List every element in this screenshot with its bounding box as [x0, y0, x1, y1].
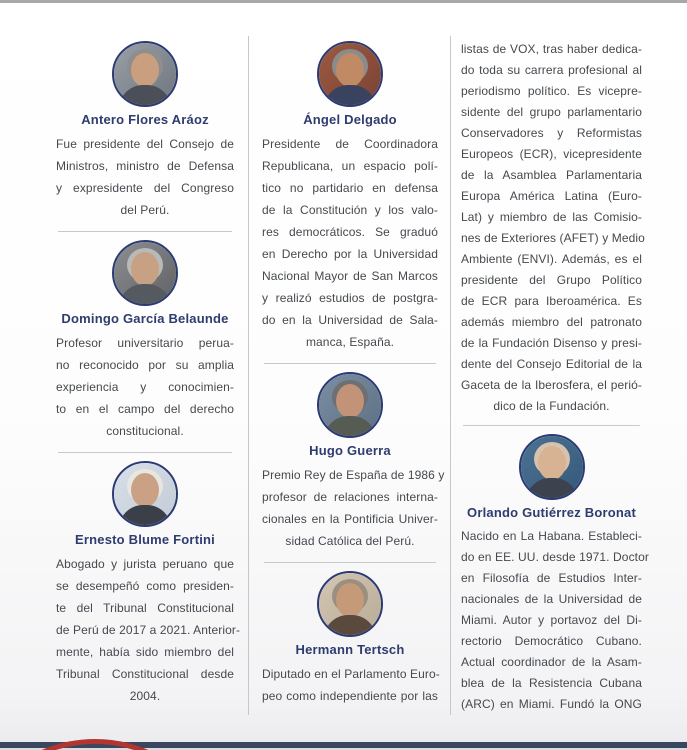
person-bio [461, 426, 649, 725]
bio-text-line: 2004. [129, 689, 161, 703]
person-name: Hermann Tertsch [295, 642, 405, 657]
bio-text-line: Premio Rey de España de 1986 y [262, 468, 445, 482]
bio-text-line: sidad Católica del Perú. [285, 534, 415, 548]
bio-text-line: Nacional Mayor de San Marcos [262, 269, 438, 283]
person-name: Ángel Delgado [303, 112, 397, 127]
column-right [450, 33, 687, 725]
bio-text-line: nacionales de la Universidad de [461, 592, 642, 606]
portrait-head [131, 473, 159, 507]
bio-text-line: Conservadores y Reformistas [461, 126, 642, 140]
portrait-wrap [262, 41, 438, 107]
person-name: Hugo Guerra [309, 443, 391, 458]
orlando-gutierrez-boronat-portrait [519, 434, 585, 500]
portrait-head [336, 384, 364, 418]
bio-text-line: dico de la Fundación. [493, 399, 610, 413]
bio-grid [0, 33, 687, 725]
bio-text-line: de la Constitución y los valo- [262, 203, 438, 217]
portrait-wrap [461, 434, 642, 500]
hermann-tertsch-portrait [317, 571, 383, 637]
angel-delgado-portrait [317, 41, 383, 107]
person-bio [56, 453, 241, 717]
bio-text-line: mente, había sido miembro del [56, 645, 234, 659]
bio-text-line: Profesor universitario perua- [56, 336, 234, 350]
portrait-wrap [56, 461, 234, 527]
portrait-wrap [262, 372, 438, 438]
bio-text-line: experiencia y conocimien- [56, 380, 234, 394]
portrait-head [538, 446, 566, 480]
bio-text-line: y realizó estudios de postgra- [262, 291, 438, 305]
bio-text-line: de ECR para Iberoamérica. Es [461, 294, 642, 308]
bio-text-line: Actual coordinador de la Asam- [461, 655, 642, 669]
person-bio [262, 33, 438, 363]
bio-text-line: de Perú de 2017 a 2021. Anterior- [56, 623, 241, 637]
bio-text-line: periodismo político. Es vicepre- [461, 84, 642, 98]
bio-text-line: además miembro del patronato [461, 315, 642, 329]
bio-text-line: en Derecho por la Universidad [262, 247, 438, 261]
bio-text-line: do en EE. UU. desde 1971. Doctor [461, 550, 649, 564]
hugo-guerra-portrait [317, 372, 383, 438]
bio-text-line: y expresidente del Congreso [56, 181, 234, 195]
person-name: Ernesto Blume Fortini [75, 532, 215, 547]
bio-text-line: peo como independiente por las [262, 689, 438, 703]
bio-text-line: profesor de relaciones interna- [262, 490, 438, 504]
bio-text-line: Lat) y miembro de las Comisio- [461, 210, 642, 224]
bio-text-line: de la Asamblea Parlamentaria [461, 168, 642, 182]
bio-text-line: se desempeñó como presiden- [56, 579, 234, 593]
bio-text-line: do en la Universidad de Sala- [262, 313, 438, 327]
bio-text-line: Gaceta de la Iberosfera, el perió- [461, 378, 642, 392]
bio-text-line: Nacido en La Habana. Estableci- [461, 529, 642, 543]
person-bio [56, 33, 234, 231]
bio-text-line: manca, España. [305, 335, 395, 349]
portrait-head [131, 53, 159, 87]
column-divider-rule [248, 36, 249, 715]
bio-text-line: Tribunal Constitucional desde [56, 667, 234, 681]
bio-text-line: listas de VOX, tras haber dedica- [461, 42, 642, 56]
portrait-wrap [56, 41, 234, 107]
portrait-wrap [262, 571, 438, 637]
bio-text-line: Republicana, un espacio polí- [262, 159, 438, 173]
person-bio [262, 364, 445, 562]
bio-text-line: dente del Consejo Editorial de la [461, 357, 642, 371]
bio-text-line: Ministros, ministro de Defensa [56, 159, 234, 173]
bio-text-line: constitucional. [106, 424, 184, 438]
bio-text-line: res democráticos. Se graduó [262, 225, 438, 239]
bio-text-line: to en el campo del derecho [56, 402, 234, 416]
bio-text-line: del Perú. [120, 203, 170, 217]
column-middle [248, 33, 450, 725]
column-divider-rule [450, 36, 451, 715]
bio-text-line: te del Tribunal Constitucional [56, 601, 234, 615]
antero-flores-araoz-portrait [112, 41, 178, 107]
bio-text-line: Abogado y jurista peruano que [56, 557, 234, 571]
bio-text-line: Diputado en el Parlamento Euro- [262, 667, 440, 681]
bio-text-line: nes de Exteriores (AFET) y Medio [461, 231, 645, 245]
portrait-head [336, 53, 364, 87]
person-name: Domingo García Belaunde [61, 311, 229, 326]
bio-text-line: Ambiente (ENVI). Además, es el [461, 252, 642, 266]
bio-text-line: Fue presidente del Consejo de [56, 137, 234, 151]
portrait-head [131, 252, 159, 286]
bio-text-line: Europa América Latina (Euro- [461, 189, 642, 203]
bio-text-line: blea de la Resistencia Cubana [461, 676, 642, 690]
person-bio [262, 563, 438, 717]
bio-text-line: Presidente de Coordinadora [262, 137, 438, 151]
bio-text-line: sidente del grupo parlamentario [461, 105, 642, 119]
bio-text-line: Miami. Autor y portavoz del Di- [461, 613, 642, 627]
portrait-wrap [56, 240, 234, 306]
bio-text-line: tico no partidario en defensa [262, 181, 438, 195]
bio-continuation [461, 33, 645, 425]
domingo-garcia-belaunde-portrait [112, 240, 178, 306]
bio-text-line: presidente del Grupo Político [461, 273, 642, 287]
person-name: Orlando Gutiérrez Boronat [467, 505, 636, 520]
bio-text-line: (ARC) en Miami. Fundó la ONG [461, 697, 642, 711]
bio-text-line: en Filosofía de Estudios Inter- [461, 571, 642, 585]
bio-text-line: Europeos (ECR), vicepresidente [461, 147, 642, 161]
bio-text-line: cionales en la Pontificia Univer- [262, 512, 438, 526]
bio-text-line: de la Fundación Disenso y presi- [461, 336, 642, 350]
bio-text-line: do toda su carrera profesional al [461, 63, 642, 77]
portrait-head [336, 583, 364, 617]
bio-text-line: no reconocido por su amplia [56, 358, 234, 372]
person-bio [56, 232, 234, 452]
bio-text-line: rectorio Democrático Cubano. [461, 634, 642, 648]
ernesto-blume-fortini-portrait [112, 461, 178, 527]
column-left [0, 33, 248, 725]
person-name: Antero Flores Aráoz [81, 112, 209, 127]
